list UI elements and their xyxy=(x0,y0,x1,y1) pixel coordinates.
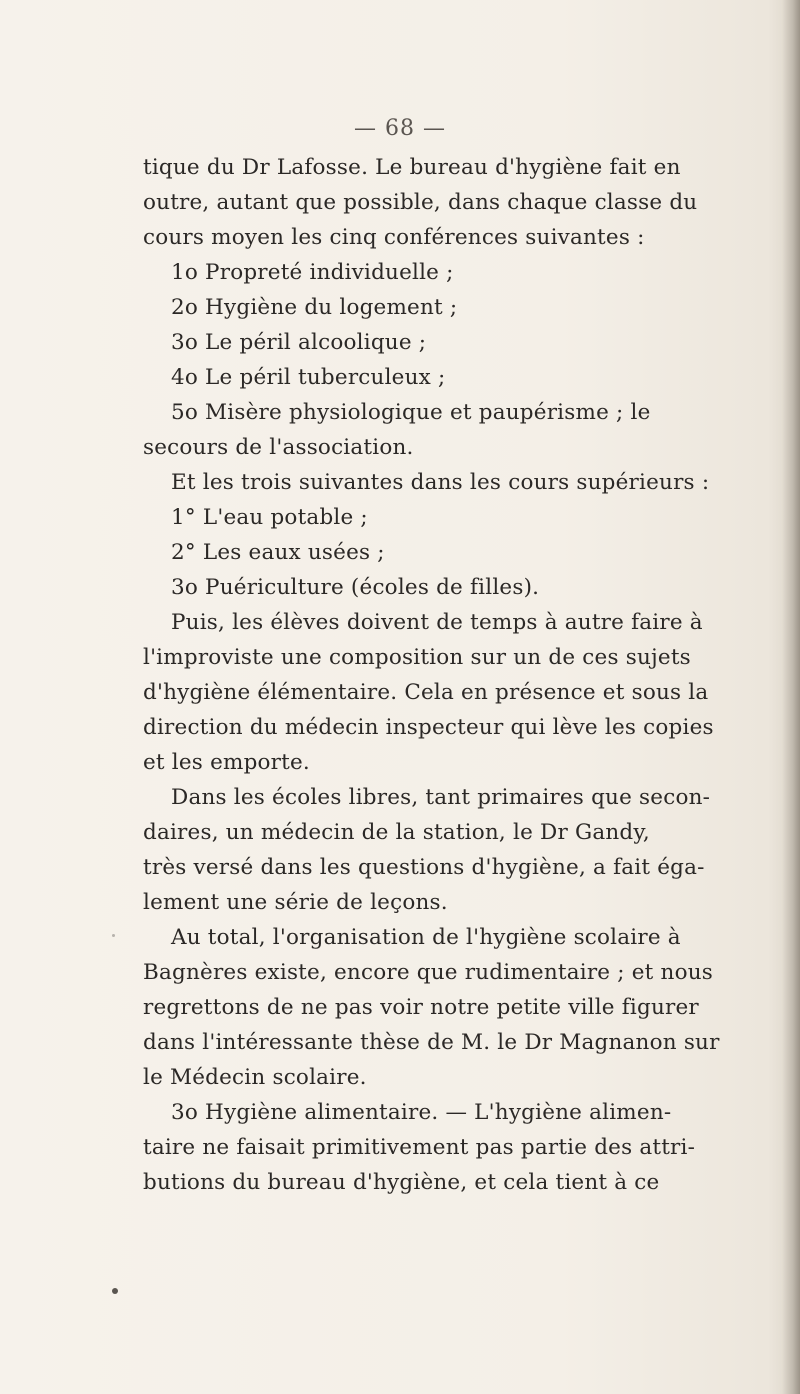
text-line: regrettons de ne pas voir notre petite ville figurer xyxy=(143,995,699,1020)
text-line: tique du Dr Lafosse. Le bureau d'hygiène fait en xyxy=(143,155,681,180)
text-line: 2o Hygiène du logement ; xyxy=(171,295,458,320)
text-line: 3o Puériculture (écoles de filles). xyxy=(171,575,540,600)
text-line: secours de l'association. xyxy=(143,435,414,460)
text-line: très versé dans les questions d'hygiène, a fait éga- xyxy=(143,855,705,880)
text-line: taire ne faisait primitivement pas partie des attri- xyxy=(143,1135,696,1160)
text-line: 5o Misère physiologique et paupérisme ; le xyxy=(171,400,651,425)
text-line: Bagnères existe, encore que rudimentaire ; et nous xyxy=(143,960,714,985)
text-line: daires, un médecin de la station, le Dr Gandy, xyxy=(143,820,650,845)
text-line: Et les trois suivantes dans les cours supérieurs : xyxy=(171,470,710,495)
text-line: Au total, l'organisation de l'hygiène scolaire à xyxy=(171,925,681,950)
text-line: Puis, les élèves doivent de temps à autre faire à xyxy=(171,610,703,635)
text-line: et les emporte. xyxy=(143,750,310,775)
text-line: 2° Les eaux usées ; xyxy=(171,540,385,565)
body-text xyxy=(143,150,720,1200)
text-line: 4o Le péril tuberculeux ; xyxy=(171,365,446,390)
text-line: direction du médecin inspecteur qui lève les copies xyxy=(143,715,714,740)
text-line: lement une série de leçons. xyxy=(143,890,448,915)
text-line: dans l'intéressante thèse de M. le Dr Magnanon sur xyxy=(143,1030,720,1055)
text-line: l'improviste une composition sur un de ces sujets xyxy=(143,645,691,670)
text-line: cours moyen les cinq conférences suivantes : xyxy=(143,225,645,250)
text-line: 1° L'eau potable ; xyxy=(171,505,368,530)
text-line: 3o Hygiène alimentaire. — L'hygiène alimen- xyxy=(171,1100,672,1125)
text-line: outre, autant que possible, dans chaque classe du xyxy=(143,190,698,215)
ink-speck xyxy=(112,934,115,937)
ink-speck xyxy=(112,1288,118,1294)
text-line: le Médecin scolaire. xyxy=(143,1065,367,1090)
text-line: Dans les écoles libres, tant primaires que secon- xyxy=(171,785,711,810)
text-line: 3o Le péril alcoolique ; xyxy=(171,330,427,355)
text-line: d'hygiène élémentaire. Cela en présence et sous la xyxy=(143,680,709,705)
text-line: 1o Propreté individuelle ; xyxy=(171,260,454,285)
text-line: butions du bureau d'hygiène, et cela tient à ce xyxy=(143,1170,660,1195)
page-edge-shadow xyxy=(782,0,800,1394)
page-number: — 68 — xyxy=(354,116,446,141)
